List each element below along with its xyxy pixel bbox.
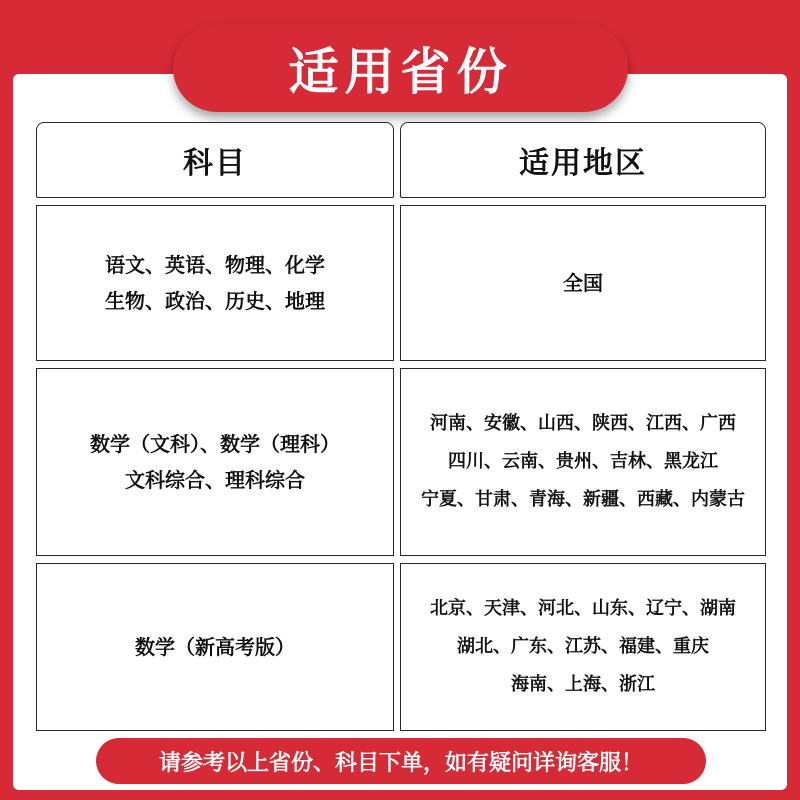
- table-row-3-region: [400, 563, 766, 731]
- table-row-2-subject: [36, 368, 394, 556]
- subject-line: 文科综合、理科综合: [125, 468, 305, 492]
- region-line: 全国: [563, 271, 603, 295]
- table-row-2-region: [400, 368, 766, 556]
- subject-line: 数学（文科）、数学（理科）: [90, 432, 340, 456]
- region-line: 四川、云南、贵州、吉林、黑龙江: [448, 451, 718, 472]
- header-region: [400, 122, 766, 198]
- header-region-label: 适用地区: [519, 146, 647, 181]
- region-line: 海南、上海、浙江: [511, 674, 655, 695]
- subject-line: 数学（新高考版）: [135, 635, 295, 659]
- region-line: 宁夏、甘肃、青海、新疆、西藏、内蒙古: [421, 489, 745, 510]
- region-line: 湖北、广东、江苏、福建、重庆: [457, 636, 709, 657]
- header-subject: [36, 122, 394, 198]
- region-line: 河南、安徽、山西、陕西、江西、广西: [430, 413, 736, 434]
- page-title: 适用省份: [173, 24, 628, 112]
- footer-note: 请参考以上省份、科目下单，如有疑问详询客服！: [96, 738, 706, 784]
- table-row-1-region: [400, 205, 766, 361]
- region-line: 北京、天津、河北、山东、辽宁、湖南: [430, 598, 736, 619]
- subject-line: 语文、英语、物理、化学: [105, 253, 325, 277]
- subject-line: 生物、政治、历史、地理: [105, 289, 325, 313]
- header-subject-label: 科目: [183, 146, 247, 181]
- table-row-3-subject: [36, 563, 394, 731]
- table-row-1-subject: [36, 205, 394, 361]
